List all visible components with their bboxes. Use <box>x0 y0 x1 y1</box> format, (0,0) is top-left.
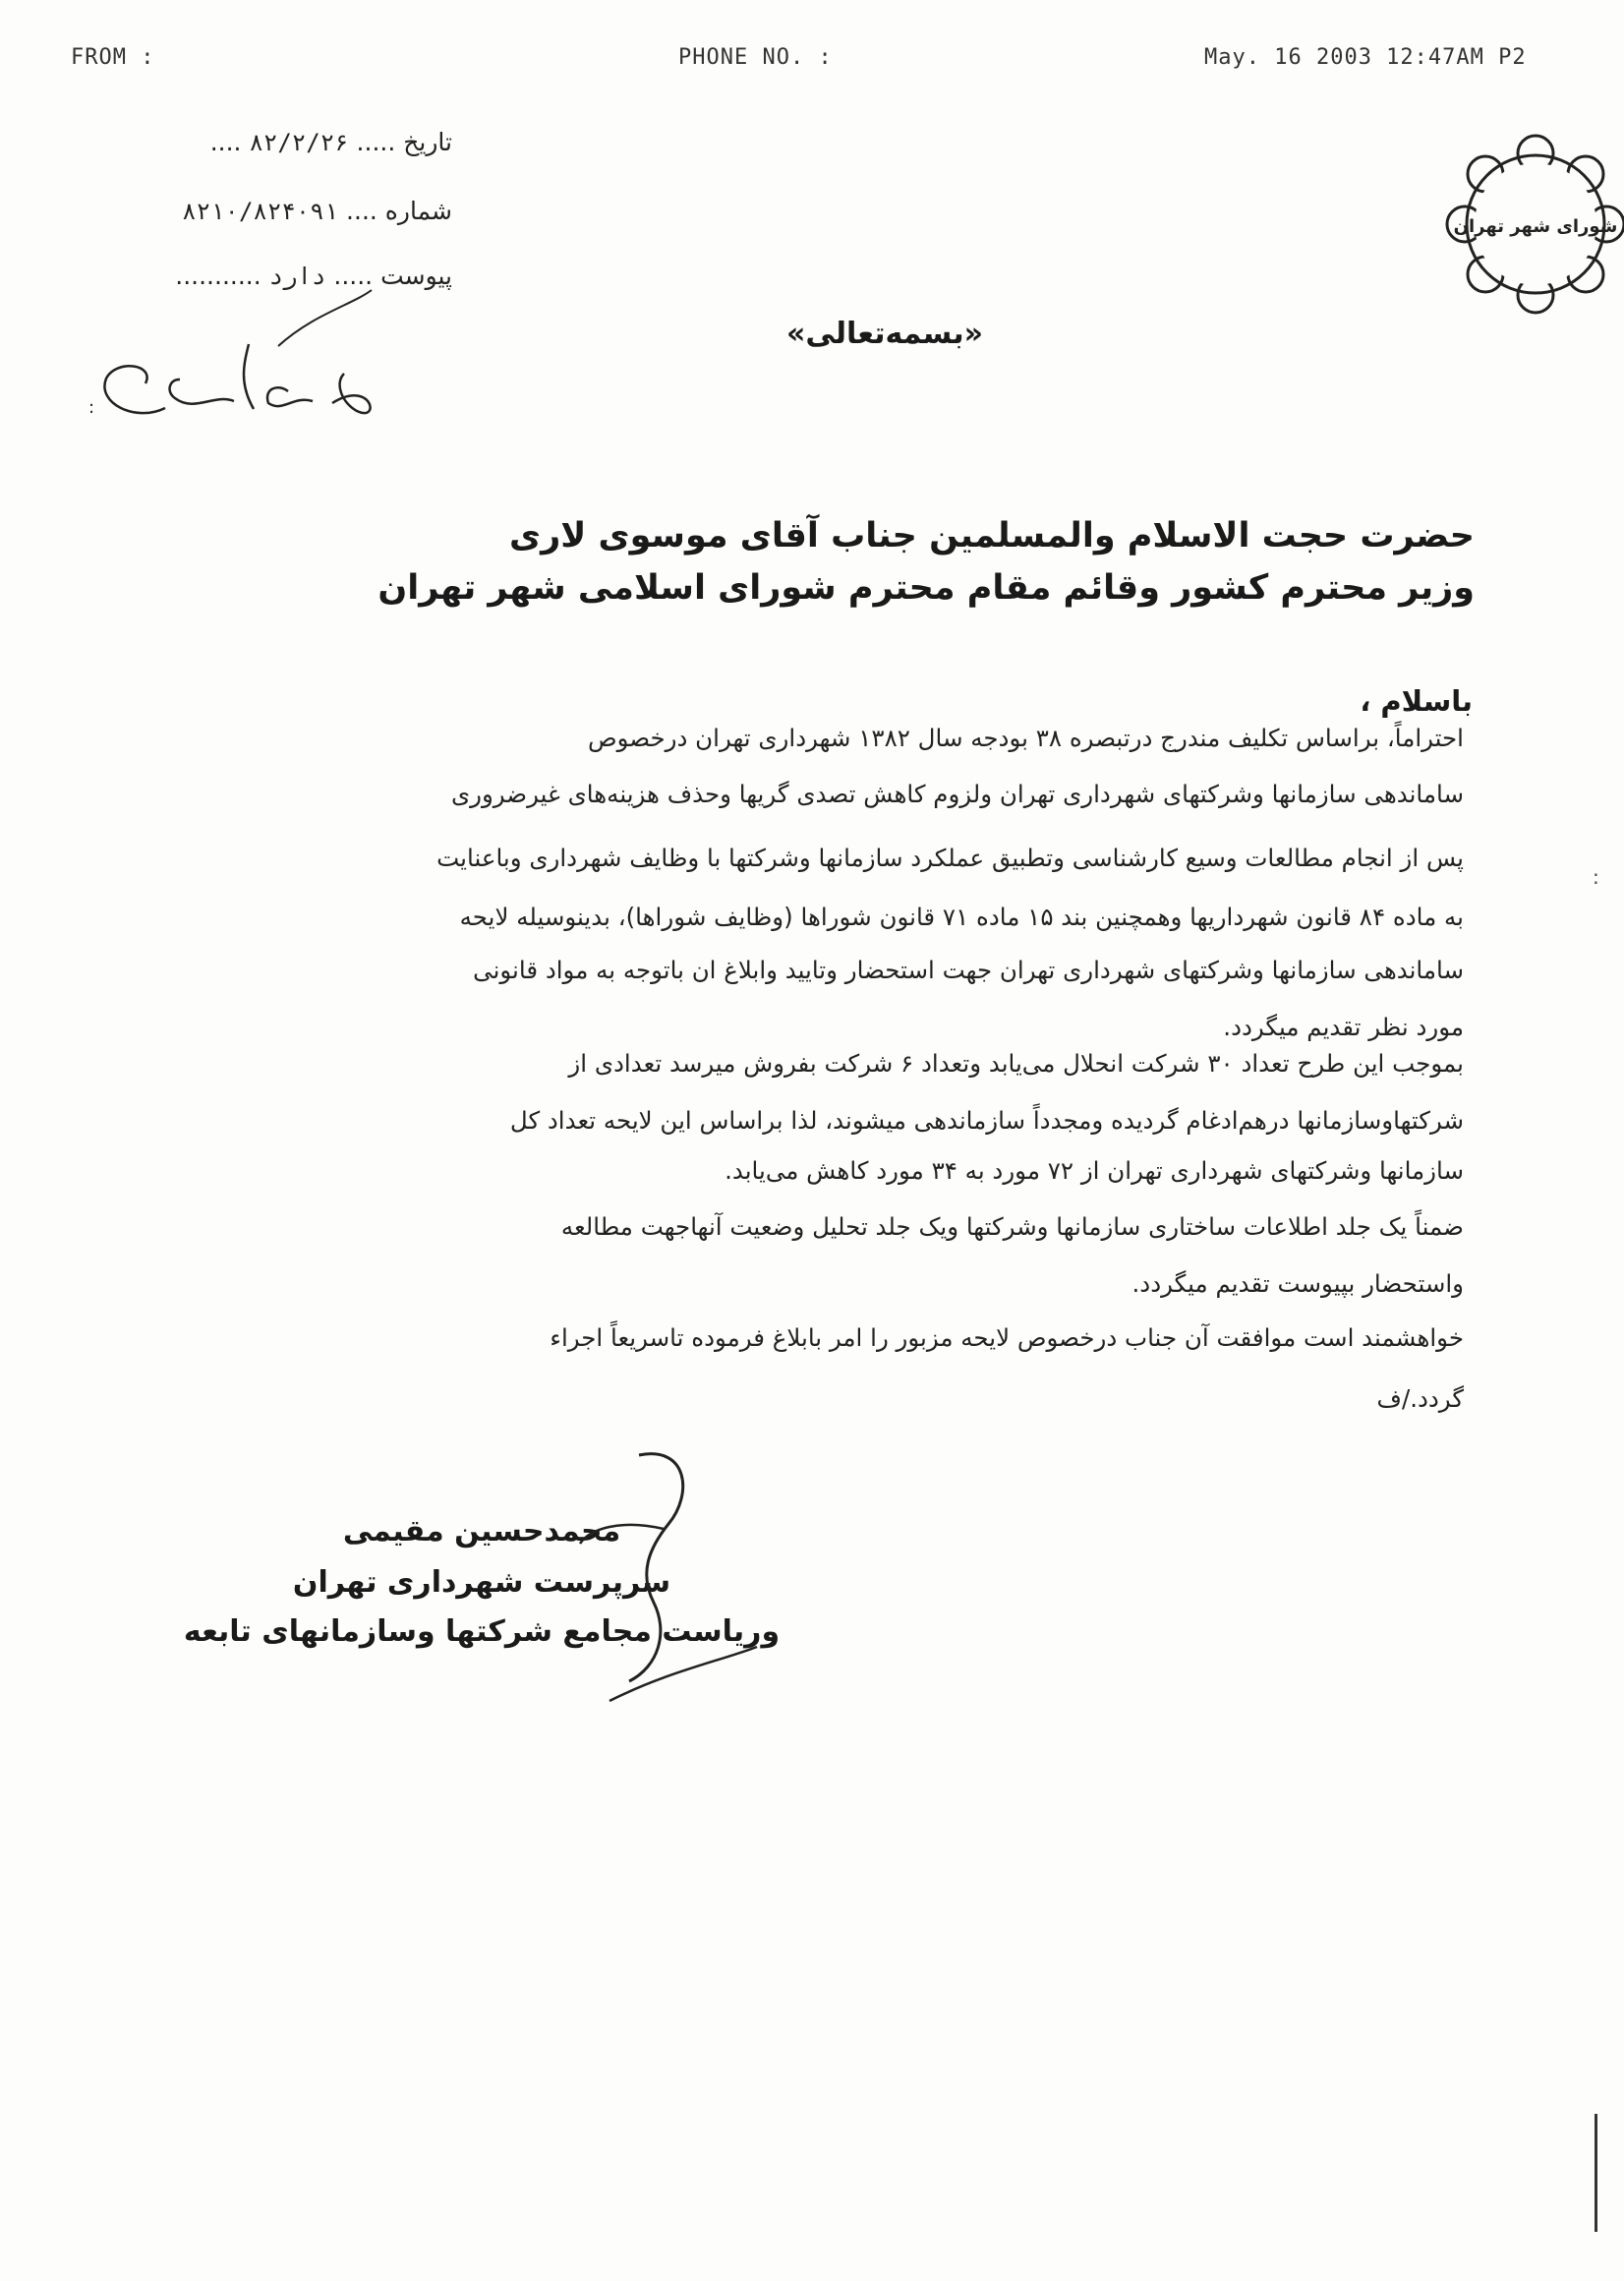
number-field: شماره .... ۸۲۱۰/۸۲۴۰۹۱ <box>182 197 452 225</box>
signer-role-2: وریاست مجامع شرکتها وسازمانهای تابعه <box>183 1614 781 1649</box>
signer-role-1: سرپرست شهرداری تهران <box>292 1565 671 1600</box>
margin-edge <box>1595 2114 1597 2232</box>
margin-mark: : <box>1593 865 1599 889</box>
body-line: شرکتهاوسازمانها درهم‌ادغام گردیده ومجدداً سازماندهی میشوند، لذا براساس این لایحه تعداد کل <box>509 1106 1464 1135</box>
number-label: شماره <box>384 197 452 225</box>
body-line: واستحضار بپیوست تقدیم میگردد. <box>1131 1269 1464 1298</box>
fax-phone: PHONE NO. : <box>678 45 833 70</box>
handwritten-signature <box>521 1435 816 1730</box>
attachment-field: پیوست ..... دارد ........... <box>175 262 452 290</box>
fax-date: May. 16 2003 12:47AM P2 <box>1204 45 1527 70</box>
date-value: ۸۲/۲/۲۶ <box>249 129 349 156</box>
addressee-line-1: حضرت حجت الاسلام والمسلمین جناب آقای موسوی لاری <box>509 516 1475 556</box>
body-line: ساماندهی سازمانها وشرکتهای شهرداری تهران ولزوم کاهش تصدی گریها وحذف هزینه‌های غیرضروری <box>450 780 1464 808</box>
body-line: مورد نظر تقدیم میگردد. <box>1223 1013 1464 1041</box>
body-line: ساماندهی سازمانها وشرکتهای شهرداری تهران جهت استحضار وتایید وابلاغ ان باتوجه به مواد قانونی <box>473 956 1464 984</box>
attachment-value: دارد <box>268 263 326 290</box>
body-line: احتراماً، براساس تکلیف مندرج درتبصره ۳۸ بودجه سال ۱۳۸۲ شهرداری تهران درخصوص <box>587 724 1464 752</box>
body-line: پس از انجام مطالعات وسیع کارشناسی وتطبیق عملکرد سازمانها وشرکتها با وظایف شهرداری وباعنایت <box>436 844 1464 872</box>
body-line: گردد./ف <box>1376 1384 1464 1413</box>
council-logo <box>1437 126 1624 322</box>
handwritten-note <box>77 285 401 442</box>
greeting: باسلام ، <box>1360 684 1473 718</box>
date-label: تاریخ <box>403 128 452 156</box>
body-line: به ماده ۸۴ قانون شهرداریها وهمچنین بند ۱۵ ماده ۷۱ قانون شوراها (وظایف شوراها)، بدینوسیله لایحه <box>459 903 1464 931</box>
attachment-label: پیوست <box>380 262 452 290</box>
fax-from: FROM : <box>71 45 155 70</box>
body-line: سازمانها وشرکتهای شهرداری تهران از ۷۲ مورد به ۳۴ مورد کاهش می‌یابد. <box>725 1156 1464 1185</box>
logo-text: شورای شهر تهران <box>1453 216 1618 237</box>
body-line: ضمناً یک جلد اطلاعات ساختاری سازمانها وشرکتها ویک جلد تحلیل وضعیت آنهاجهت مطالعه <box>560 1212 1464 1241</box>
number-value: ۸۲۱۰/۸۲۴۰۹۱ <box>182 198 339 225</box>
page-title: «بسمه‌تعالی» <box>786 317 983 351</box>
addressee-line-2: وزیر محترم کشور وقائم مقام محترم شورای اسلامی شهر تهران <box>377 568 1475 608</box>
body-line: خواهشمند است موافقت آن جناب درخصوص لایحه مزبور را امر بابلاغ فرموده تاسریعاً اجراء <box>550 1323 1464 1352</box>
signer-name: محمدحسین مقیمی <box>342 1514 621 1549</box>
date-field: تاریخ ..... ۸۲/۲/۲۶ .... <box>209 128 452 156</box>
body-line: بموجب این طرح تعداد ۳۰ شرکت انحلال می‌یابد وتعداد ۶ شرکت بفروش میرسد تعدادی از <box>568 1049 1464 1078</box>
svg-text::: : <box>88 397 95 418</box>
